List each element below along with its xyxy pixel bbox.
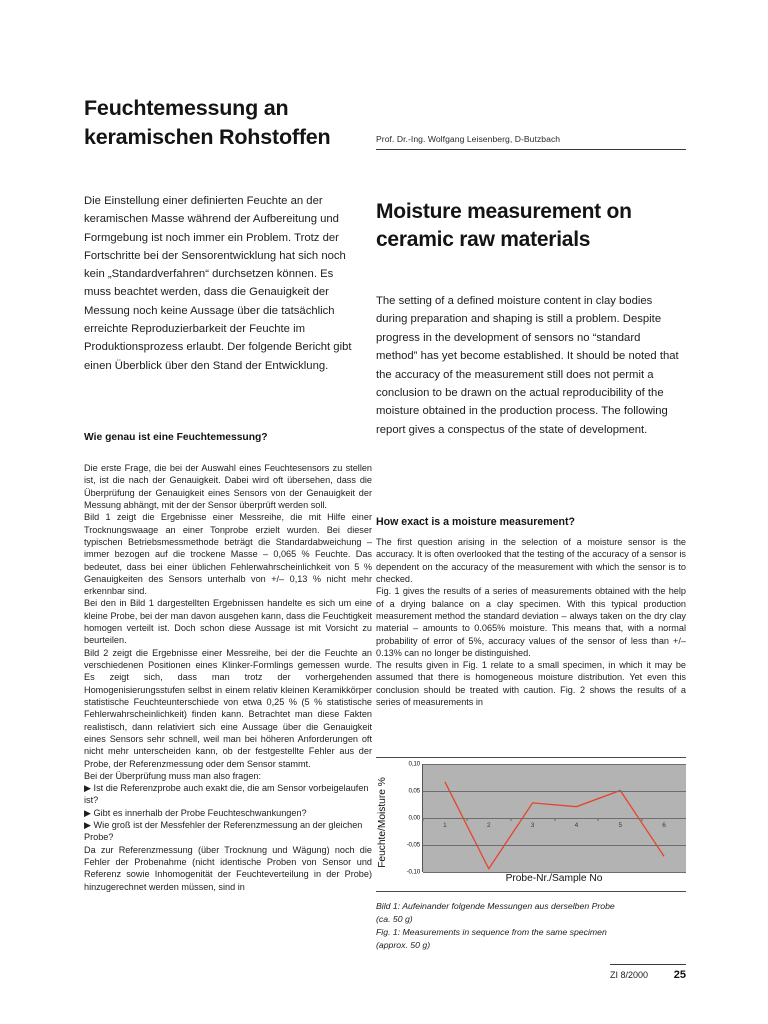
figure-1 [376, 757, 686, 892]
german-body-text [84, 462, 372, 893]
chart-x-tick-label: 1 [443, 822, 447, 829]
author-byline: Prof. Dr.-Ing. Wolfgang Leisenberg, D-Butzbach [376, 134, 686, 150]
chart-plot-outer [392, 760, 686, 884]
chart-gridline [423, 764, 686, 765]
german-bullet-item: ▶ Ist die Referenzprobe auch exakt die, die am Sensor vorbeigelaufen ist? [84, 783, 369, 806]
german-section-heading: Wie genau ist eine Feuchtemessung? [84, 432, 268, 443]
german-paragraph: Bei der Überprüfung muss man also fragen: [84, 770, 262, 781]
german-paragraph: Bei den in Bild 1 dargestellten Ergebnissen handelte es sich um eine kleine Probe, bei der man davon ausgehen kann, dass die Feuchtigkeit homogen verteilt ist. Doch schon diese Aussage ist mit Vorsicht zu beurteilen. [84, 598, 372, 646]
page-number: 25 [673, 969, 686, 981]
english-section-heading: How exact is a moisture measurement? [376, 516, 576, 528]
chart-y-axis-label: Feuchte/Moisture % [376, 776, 388, 868]
chart-gridline [423, 845, 686, 846]
chart-plot-area [422, 764, 686, 872]
chart-y-tick-label: 0,10 [408, 760, 420, 768]
chart-gridline [423, 791, 686, 792]
english-abstract: The setting of a defined moisture content in clay bodies during preparation and shaping is still a problem. Despite progress in the development of sensors no “standard method” has yet become established. It should be noted that the accuracy of the measurement still does not permit a conclusion to be drawn on the actual reproducibility of the moisture obtained in the production process. The following report gives a conspectus of the state of development. [376, 295, 679, 436]
german-paragraph: Bild 2 zeigt die Ergebnisse einer Messreihe, bei der die Feuchte an verschiedenen Positionen eines Klinker-Formlings gemessen wurde. Es zeigt sich, dass man trotz der vorhergehenden Homogenisierungsstufen selbst in einem relativ kleinen Keramikkörper statistische Feuchteunterschiede von etwa 0,25 % (5 % statistische Fehlerwahrscheinlichkeit) finden kann. Betrachtet man diese Fakten realistisch, dann relativiert sich eine Aussage über die Genauigkeit eines Sensors sehr schnell, weil man bei höheren Anforderungen oft nicht mehr unterscheiden kann, ob der festgestellte Fehler aus der Probe, der Referenzmessung oder dem Sensor stammt. [84, 647, 372, 769]
figure-caption [376, 900, 686, 952]
page-footer [610, 964, 686, 981]
caption-line-de-1: Bild 1: Aufeinander folgende Messungen aus derselben Probe [376, 901, 615, 911]
english-paragraph: The first question arising in the selection of a moisture sensor is the accuracy. It is often overlooked that the testing of the accuracy of a sensor is dependent on the accuracy of the measurement with which the sensor is to checked. [376, 537, 686, 584]
german-paragraph: Da zur Referenzmessung (über Trocknung und Wägung) noch die Fehler der Probenahme (nicht identische Proben von Sensor und Referenz sowie Inhomogenität der Feuchteverteilung in der Probe) hinzugerechnet werden müssen, sind in [84, 844, 372, 892]
chart-container [376, 762, 686, 884]
chart-y-tick-label: 0,05 [408, 787, 420, 795]
chart-gridline [423, 818, 686, 819]
german-article-title [84, 94, 384, 151]
english-title-line1: Moisture measurement on [376, 200, 632, 223]
caption-line-en-1: Fig. 1: Measurements in sequence from the same specimen [376, 926, 607, 937]
german-abstract: Die Einstellung einer definierten Feuchte an der keramischen Masse während der Aufbereitung und Formgebung ist noch immer ein Problem. Trotz der Fortschritte bei der Sensorentwicklung hat sich noch kein „Standardverfahren“ durchsetzen können. Es muss beachtet werden, dass die Genauigkeit der Messung noch keine Aussage über die tatsächlich erreichte Reproduzierbarkeit der Feuchte im Produktionsprozess erlaubt. Der folgende Bericht gibt einen Überblick über den Stand der Entwicklung. [84, 195, 352, 372]
chart-x-tick-label: 2 [486, 822, 491, 829]
chart-x-tick-label: 6 [662, 822, 666, 829]
chart-y-tick-label: -0,05 [406, 841, 420, 849]
chart-y-tick-labels [392, 760, 422, 876]
german-bullet-item: ▶ Gibt es innerhalb der Probe Feuchteschwankungen? [84, 807, 307, 818]
caption-line-en-2: (approx. 50 g) [376, 939, 431, 950]
chart-x-tick-label: 4 [574, 822, 579, 829]
german-paragraph: Die erste Frage, die bei der Auswahl eines Feuchtesensors zu stellen ist, ist die nach der Genauigkeit. Dabei wird oft übersehen, dass die Überprüfung der Genauigkeit eines Sensors von der Genauigkeit der Messung abhängt, mit der der Sensor überprüft werden soll. [84, 463, 372, 510]
chart-x-axis-label: Probe-Nr./Sample No [505, 873, 603, 884]
english-article-title [376, 198, 686, 253]
chart-y-tick-label: 0,00 [408, 814, 420, 822]
german-bullet-item: ▶ Wie groß ist der Messfehler der Referenzmessung an der gleichen Probe? [84, 820, 363, 843]
chart-y-tick-label: -0,10 [406, 868, 420, 876]
chart-x-tick-label: 3 [530, 822, 535, 829]
german-paragraph: Bild 1 zeigt die Ergebnisse einer Messreihe, die mit Hilfe einer Trocknungswaage an einer Tonprobe erzielt wurden. Bei dieser typischen Betriebsmessmethode beträgt die Standardabweichung – immer bezogen auf die trockene Masse – 0,065 % Feuchte. Das bedeutet, dass bei einer üblichen Fehlerwahrscheinlichkeit von 5 % Genauigkeiten des Sensors unterhalb von +/– 0,13 % nicht mehr erkennbar sind. [84, 512, 372, 597]
english-title-line2: ceramic raw materials [376, 227, 591, 251]
german-title-line2: keramischen Rohstoffen [84, 124, 331, 149]
german-title-line1: Feuchtemessung an [84, 96, 289, 120]
english-paragraph: Fig. 1 gives the results of a series of measurements obtained with the help of a drying balance on a clay specimen. With this typical production measurement method the standard deviation – always taken on the dry clay material – amounts to 0.065% moisture. This means that, with a normal probability of error of 5%, accuracy values of the sensor of less than +/– 0.13% can no longer be distinguished. [376, 586, 686, 658]
journal-issue: ZI 8/2000 [610, 970, 649, 980]
english-paragraph: The results given in Fig. 1 relate to a small specimen, in which it may be assumed that there is homogeneous moisture distribution. Yet even this conclusion should be treated with caution. Fig. 2 shows the results of a series of measurements in [376, 660, 686, 708]
english-body-text [376, 536, 686, 708]
caption-line-de-2: (ca. 50 g) [376, 913, 413, 924]
chart-x-tick-label: 5 [618, 822, 623, 829]
